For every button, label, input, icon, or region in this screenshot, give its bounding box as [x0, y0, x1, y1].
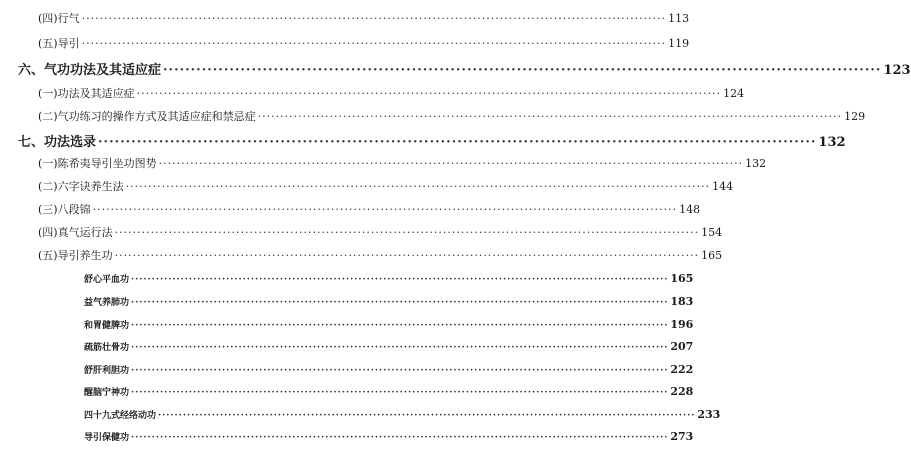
toc-chapter	[0, 131, 846, 150]
toc-entry	[0, 247, 723, 263]
toc-leader-dots	[82, 12, 667, 25]
toc-chapter-number: 七、	[18, 135, 45, 150]
toc-leader-dots	[131, 388, 668, 398]
toc-leader-dots	[131, 433, 668, 443]
toc-entry	[0, 85, 745, 101]
toc-leader-dots	[126, 180, 711, 193]
toc-leader-dots	[258, 110, 843, 123]
toc-subentry	[0, 408, 721, 421]
toc-leader-dots	[115, 226, 700, 239]
toc-subentry-page: 196	[670, 318, 694, 331]
toc-chapter-page: 132	[818, 135, 846, 150]
toc-entry-page: 113	[668, 12, 690, 25]
toc-leader-dots	[163, 63, 881, 78]
toc-subentry-page: 273	[670, 430, 694, 443]
toc-entry-title: 导引	[57, 37, 80, 50]
toc-entry	[0, 108, 866, 124]
toc-subentry	[0, 430, 694, 443]
toc-leader-dots	[131, 298, 668, 308]
toc-leader-dots	[93, 203, 678, 216]
toc-entry-page: 144	[712, 180, 734, 193]
toc-leader-dots	[131, 275, 668, 285]
toc-entry-title: 导引养生功	[57, 249, 113, 262]
toc-subentry-page: 165	[670, 272, 694, 285]
toc-entry-title: 行气	[57, 12, 80, 25]
toc-leader-dots	[159, 157, 744, 170]
toc-subentry-page: 207	[670, 340, 694, 353]
toc-leader-dots	[131, 343, 668, 353]
toc-subentry-title: 导引保健功	[84, 433, 130, 443]
toc-leader-dots	[158, 411, 695, 421]
toc-chapter-number: 六、	[18, 63, 45, 78]
toc-subentry-page: 233	[697, 408, 721, 421]
toc-entry-page: 124	[723, 87, 745, 100]
toc-subentry	[0, 363, 694, 376]
toc-entry-title: 六字诀养生法	[57, 180, 124, 193]
toc-entry-page: 119	[668, 37, 690, 50]
toc-entry-number: (四)	[38, 12, 58, 25]
toc-subentry-page: 183	[670, 295, 694, 308]
toc-entry-number: (五)	[38, 249, 58, 262]
toc-entry	[0, 178, 734, 194]
toc-entry-title: 功法及其适应症	[57, 87, 135, 100]
toc-chapter-page: 123	[883, 63, 911, 78]
toc-leader-dots	[98, 135, 816, 150]
toc-subentry-title: 和胃健脾功	[84, 321, 130, 331]
toc-subentry	[0, 295, 694, 308]
toc-entry-number: (三)	[38, 203, 58, 216]
toc-entry-number: (四)	[38, 226, 58, 239]
toc-chapter	[0, 59, 911, 78]
toc-subentry-title: 舒心平血功	[84, 275, 130, 285]
toc-leader-dots	[82, 37, 667, 50]
toc-subentry	[0, 385, 694, 398]
toc-entry-title: 气功练习的操作方式及其适应症和禁忌症	[57, 110, 256, 123]
toc-subentry	[0, 272, 694, 285]
toc-entry	[0, 35, 690, 51]
toc-subentry	[0, 340, 694, 353]
toc-leader-dots	[115, 249, 700, 262]
toc-leader-dots	[137, 87, 722, 100]
toc-entry-page: 129	[844, 110, 866, 123]
toc-entry-page: 132	[745, 157, 767, 170]
toc-subentry-title: 舒肝利胆功	[84, 366, 130, 376]
toc-leader-dots	[131, 366, 668, 376]
toc-entry-number: (一)	[38, 157, 58, 170]
toc-leader-dots	[131, 321, 668, 331]
toc-chapter-title: 气功功法及其适应症	[44, 63, 162, 78]
toc-entry-number: (二)	[38, 110, 58, 123]
toc-entry-page: 148	[679, 203, 701, 216]
toc-subentry-title: 四十九式经络动功	[84, 411, 157, 421]
toc-entry-title: 真气运行法	[57, 226, 113, 239]
toc-entry-page: 154	[701, 226, 723, 239]
toc-entry	[0, 224, 723, 240]
toc-entry-number: (二)	[38, 180, 58, 193]
toc-subentry-page: 228	[670, 385, 694, 398]
toc-subentry-title: 醒脑宁神功	[84, 388, 130, 398]
toc-entry	[0, 155, 767, 171]
toc-entry-number: (一)	[38, 87, 58, 100]
toc-subentry-title: 益气养肺功	[84, 298, 130, 308]
toc-entry	[0, 201, 701, 217]
toc-entry-number: (五)	[38, 37, 58, 50]
toc-chapter-title: 功法选录	[44, 135, 97, 150]
toc-entry-title: 陈希夷导引坐功图势	[57, 157, 157, 170]
toc-subentry	[0, 318, 694, 331]
toc-entry-page: 165	[701, 249, 723, 262]
toc-subentry-title: 疏筋壮骨功	[84, 343, 130, 353]
toc-subentry-page: 222	[670, 363, 694, 376]
toc-entry-title: 八段锦	[57, 203, 91, 216]
toc-entry	[0, 10, 690, 26]
